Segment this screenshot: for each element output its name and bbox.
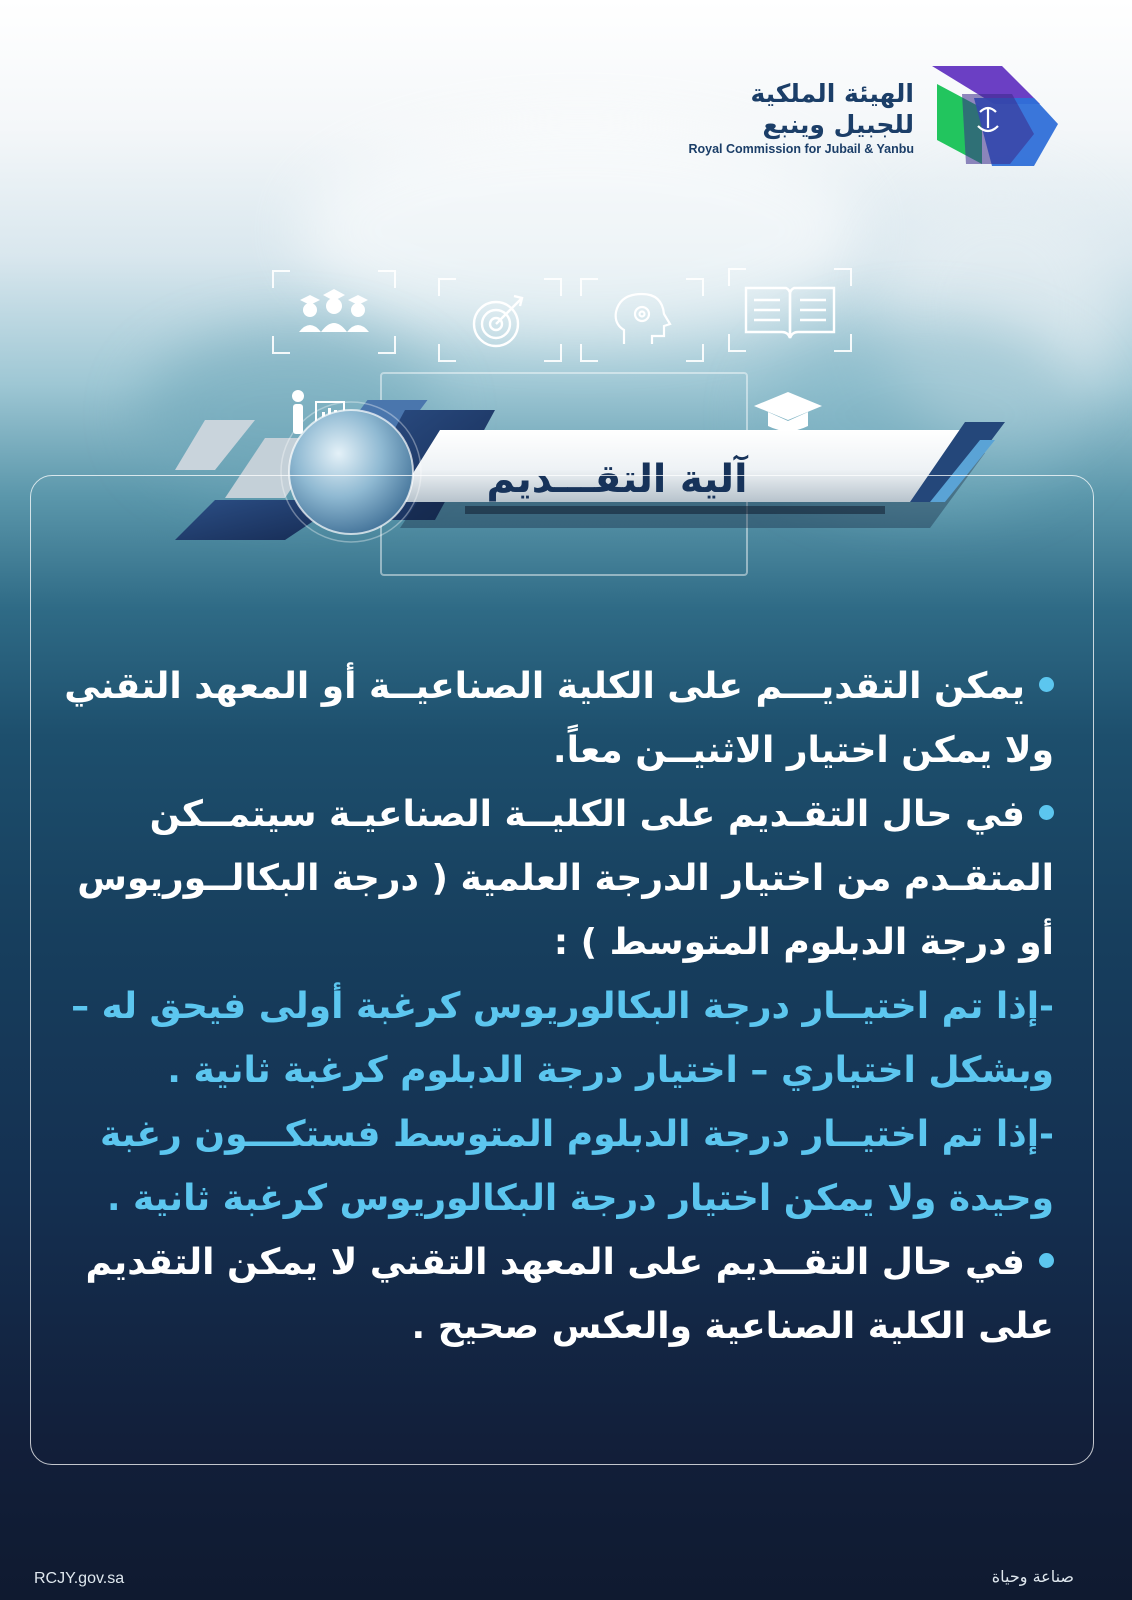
- graduates-icon: [272, 270, 396, 354]
- content-line-text: وحيدة ولا يمكن اختيار درجة البكالوريوس كرغبة ثانية .: [106, 1178, 1054, 1219]
- rcjy-logo-mark-icon: [922, 64, 1062, 174]
- content-line: [74, 719, 1054, 783]
- slogan: صناعة وحياة: [991, 1567, 1074, 1586]
- content-line-text: أو درجة الدبلوم المتوسط ) :: [553, 922, 1054, 963]
- content-line-text: يمكن التقديـــم على الكلية الصناعيــة أو المعهد التقني: [64, 666, 1025, 707]
- bullet-icon: [1039, 677, 1054, 692]
- content-line: [74, 783, 1054, 847]
- content-line-text: في حال التقــديم على المعهد التقني لا يمكن التقديم: [85, 1242, 1025, 1283]
- content-line: [74, 911, 1054, 975]
- logo-english-name: Royal Commission for Jubail & Yanbu: [688, 142, 914, 156]
- logo-arabic-line1: الهيئة الملكية: [750, 79, 914, 108]
- content-line-text: في حال التقـديم على الكليــة الصناعيـة سيتمــكن: [149, 794, 1025, 835]
- mind-gear-icon: [580, 278, 704, 362]
- logo-text: [688, 78, 914, 156]
- target-icon: [438, 278, 562, 362]
- logo-arabic-line2: للجبيل وينبع: [762, 110, 914, 139]
- page-title: آلية التقـــديم: [486, 457, 748, 502]
- open-book-icon: [728, 268, 852, 352]
- content-line-text: المتقـدم من اختيار الدرجة العلمية ( درجة البكالــوريوس: [77, 858, 1054, 899]
- content-line: [74, 1231, 1054, 1295]
- content-line: [74, 1295, 1054, 1359]
- content-line: [74, 847, 1054, 911]
- bullet-icon: [1039, 805, 1054, 820]
- rcjy-logo: [682, 64, 1062, 174]
- content-line-text: وبشكل اختياري – اختيار درجة الدبلوم كرغبة ثانية .: [167, 1050, 1054, 1091]
- content-line-text: -إذا تم اختيــار درجة الدبلوم المتوسط فستكـــون رغبة: [100, 1114, 1054, 1155]
- content-line: [74, 1167, 1054, 1231]
- content-line: [74, 1103, 1054, 1167]
- content-line: [64, 655, 1054, 719]
- content-line-text: -إذا تم اختيــار درجة البكالوريوس كرغبة أولى فيحق له –: [71, 986, 1054, 1027]
- content-line-text: ولا يمكن اختيار الاثنيــن معاً.: [552, 730, 1054, 771]
- application-mechanism-list: [64, 655, 1054, 1359]
- content-line: [74, 1039, 1054, 1103]
- content-line-text: على الكلية الصناعية والعكس صحيح .: [411, 1306, 1054, 1347]
- bullet-icon: [1039, 1253, 1054, 1268]
- content-line: [71, 975, 1054, 1039]
- website-url[interactable]: RCJY.gov.sa: [34, 1570, 125, 1587]
